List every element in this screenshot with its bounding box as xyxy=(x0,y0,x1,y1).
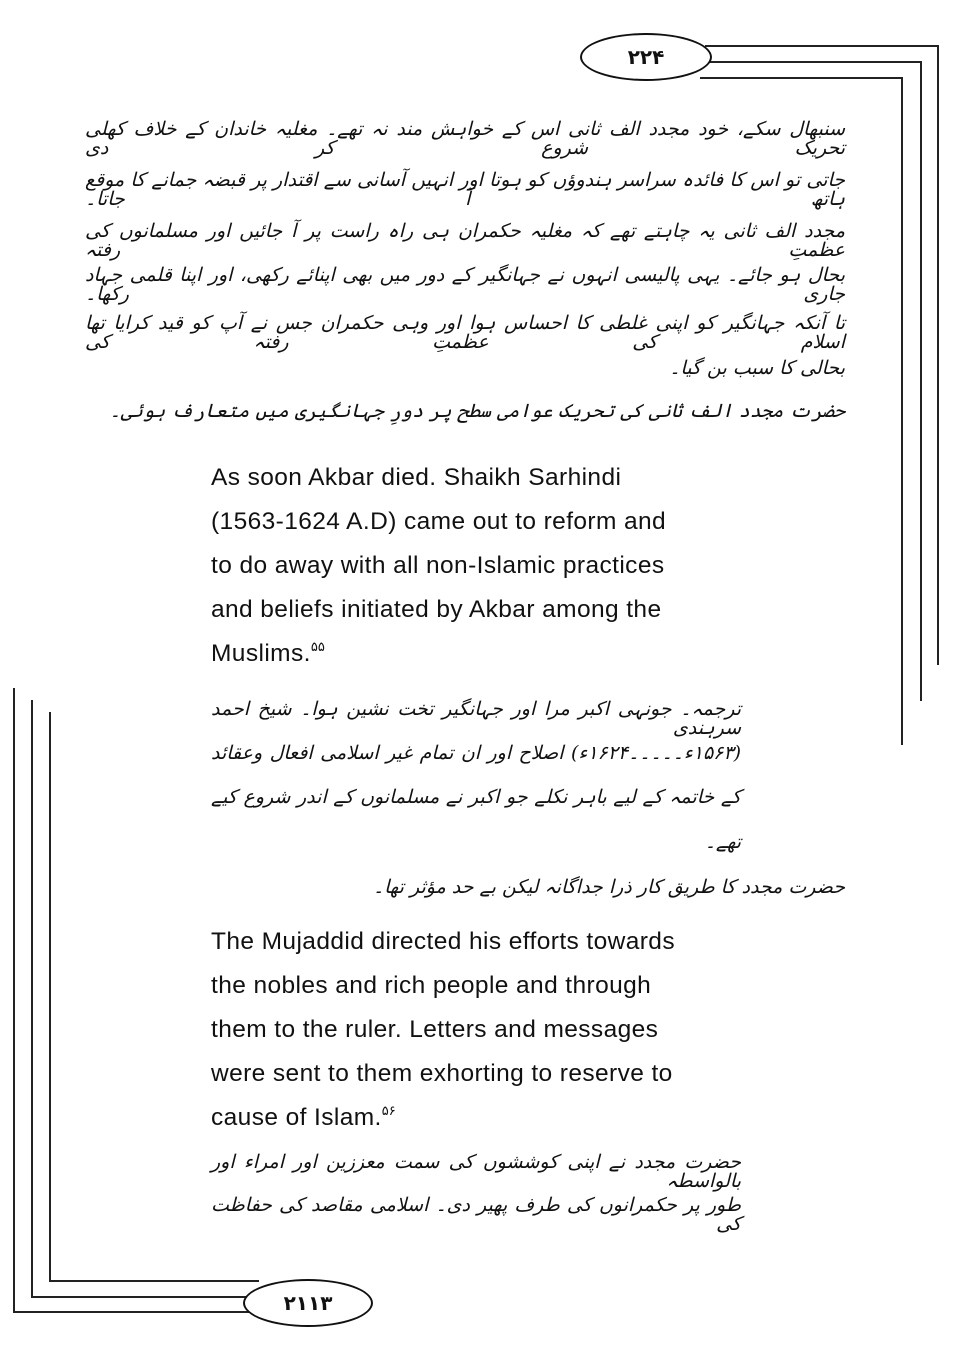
urdu-line: تا آنکہ جہانگیر کو اپنی غلطی کا احساس ہوا اور وہی حکمران جس نے آپ کو قید کرایا تھا اسلام کی عظمتِ رفتہ کی xyxy=(85,312,845,353)
english-quote xyxy=(211,456,741,676)
quote-line: The Mujaddid directed his efforts towards xyxy=(211,928,675,955)
quote-line: and beliefs initiated by Akbar among the xyxy=(211,596,662,623)
footnote-marker: ۵۵ xyxy=(310,640,325,655)
header-page-number: ۲۲۴ xyxy=(580,33,712,81)
frame-line xyxy=(31,1296,246,1298)
quote-line: Muslims. xyxy=(211,640,311,667)
frame-line xyxy=(901,77,903,745)
translation-line: (۱۵۶۳ء۔۔۔۔۔۱۶۲۴ء) اصلاح اور ان تمام غیر اسلامی افعال وعقائد xyxy=(211,742,741,764)
quote-line: them to the ruler. Letters and messages xyxy=(211,1016,659,1043)
translation-line: تھے۔ xyxy=(704,831,741,853)
frame-line xyxy=(49,712,51,1281)
quote-line: the nobles and rich people and through xyxy=(211,972,652,999)
frame-line xyxy=(700,77,903,79)
quote-line: (1563-1624 A.D) came out to reform and xyxy=(211,508,667,535)
section-heading: حضرت مجدد الف ثانی کی تحریک عوامی سطح پر دورِ جہانگیری میں متعارف ہوئی۔ xyxy=(109,400,845,422)
frame-line xyxy=(920,61,922,701)
frame-line xyxy=(49,1280,259,1282)
urdu-line: طور پر حکمرانوں کی طرف پھیر دی۔ اسلامی مقاصد کی حفاظت کی xyxy=(211,1194,741,1235)
translation-line: ترجمہ۔ جونہی اکبر مرا اور جہانگیر تخت نشین ہوا۔ شیخ احمد سرہندی xyxy=(211,698,741,739)
frame-line xyxy=(13,1311,253,1313)
quote-line: As soon Akbar died. Shaikh Sarhindi xyxy=(211,464,622,491)
urdu-line: سنبھال سکے، خود مجدد الف ثانی اس کے خواہش مند نہ تھے۔ مغلیہ خاندان کے خلاف کھلی تحریک شروع کر دی xyxy=(85,118,845,159)
urdu-line: حضرت مجدد نے اپنی کوششوں کی سمت معززین اور امراء اور بالواسطہ xyxy=(211,1151,741,1192)
frame-line xyxy=(31,700,33,1297)
quote-line: to do away with all non-Islamic practices xyxy=(211,552,665,579)
frame-line xyxy=(937,45,939,665)
quote-line: were sent to them exhorting to reserve to xyxy=(211,1060,673,1087)
urdu-line: جاتی تو اس کا فائدہ سراسر ہندوؤں کو ہوتا اور انہیں آسانی سے اقتدار پر قبضہ جمانے کا موقع ہاتھ آ جاتا۔ xyxy=(85,169,845,210)
footnote-marker: ۵۶ xyxy=(381,1104,396,1119)
urdu-line: مجدد الف ثانی یہ چاہتے تھے کہ مغلیہ حکمران ہی راہ راست پر آ جائیں اور مسلمانوں کی عظمتِ رفتہ xyxy=(85,220,845,261)
section-heading: حضرت مجدد کا طریق کار ذرا جداگانہ لیکن بے حد مؤثر تھا۔ xyxy=(372,876,845,898)
frame-line xyxy=(705,45,939,47)
english-quote xyxy=(211,920,741,1140)
footer-page-number: ۲۱۱۳ xyxy=(243,1279,373,1327)
frame-line xyxy=(13,688,15,1313)
urdu-line: بحالی کا سبب بن گیا۔ xyxy=(669,357,845,379)
frame-line xyxy=(708,61,922,63)
urdu-line: بحال ہو جائے۔ یہی پالیسی انہوں نے جہانگیر کے دور میں بھی اپنائے رکھی، اور اپنا قلمی جہاد جاری رکھا۔ xyxy=(85,264,845,305)
translation-line: کے خاتمہ کے لیے باہر نکلے جو اکبر نے مسلمانوں کے اندر شروع کیے xyxy=(211,786,741,808)
quote-line: cause of Islam. xyxy=(211,1104,382,1131)
